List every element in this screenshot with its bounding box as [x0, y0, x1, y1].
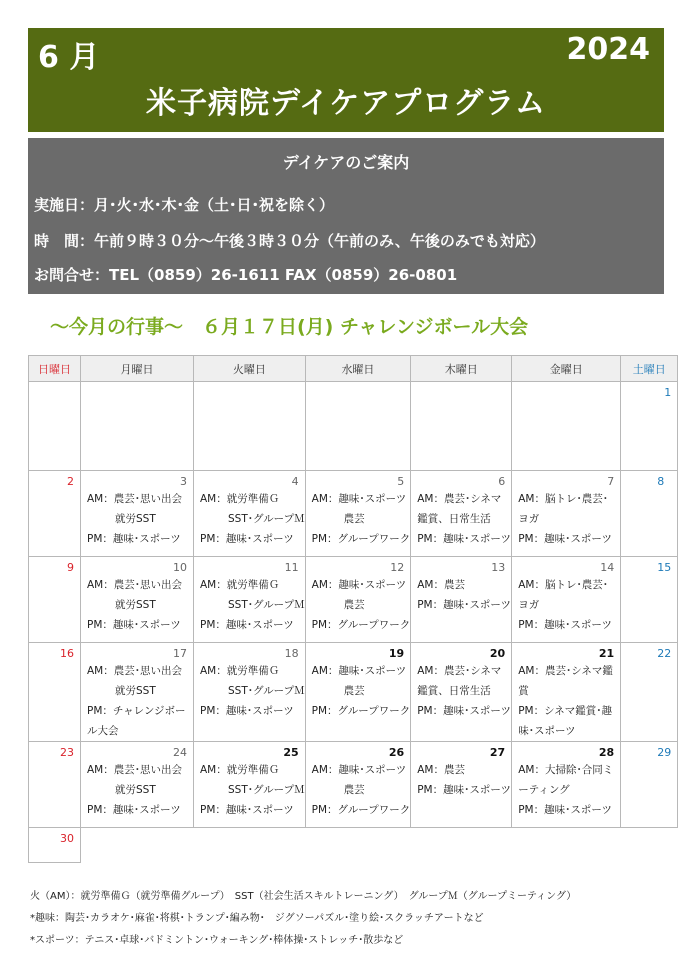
weekday-header: 土曜日: [621, 356, 678, 382]
am-activity-cont: SST･グループＭ: [228, 513, 305, 525]
am-activity: AM：農芸･思い出会: [87, 764, 182, 776]
day-number: 25: [283, 746, 299, 759]
day-cell: [194, 382, 306, 471]
weekday-header: 木曜日: [411, 356, 512, 382]
day-cell: [411, 643, 512, 742]
day-cell: [194, 643, 306, 742]
weekday-header: 火曜日: [194, 356, 306, 382]
day-cell: [621, 643, 678, 742]
day-number: 21: [598, 647, 615, 660]
pm-activity: PM：趣味･スポーツ: [518, 804, 612, 816]
am-activity: AM：趣味･スポーツ: [311, 764, 407, 776]
day-number: 5: [397, 475, 405, 488]
am-activity: AM：就労準備Ｇ: [200, 764, 280, 776]
day-cell: [411, 742, 512, 828]
am-activity: AM：脳トレ･農芸･ヨガ: [518, 579, 608, 611]
am-activity-cont: 農芸: [343, 513, 365, 525]
day-number: 17: [173, 647, 187, 660]
pm-activity: PM：趣味･スポーツ: [200, 804, 294, 816]
day-cell: [512, 382, 621, 471]
day-cell: [81, 382, 194, 471]
info-days: 実施日：月･火･水･木･金（土･日･祝を除く）: [34, 196, 335, 214]
calendar-week: [29, 382, 678, 471]
calendar-week: [29, 742, 678, 828]
day-cell: [81, 557, 194, 643]
day-cell: [411, 382, 512, 471]
day-number: 29: [657, 746, 672, 759]
program-header: [28, 28, 664, 132]
pm-activity: PM：趣味･スポーツ: [200, 533, 294, 545]
am-activity: AM：農芸･シネマ鑑賞: [518, 665, 613, 697]
am-activity: AM：趣味･スポーツ: [311, 493, 407, 505]
am-activity: AM：農芸･シネマ鑑賞、日常生活: [417, 493, 502, 525]
day-cell: [81, 471, 194, 557]
day-number: 30: [60, 832, 74, 845]
day-cell: [411, 557, 512, 643]
day-number: 9: [67, 561, 74, 574]
pm-activity: PM：趣味･スポーツ: [87, 804, 181, 816]
day-cell: [512, 742, 621, 828]
monthly-event: ～今月の行事～ ６月１７日(月) チャレンジボール大会: [50, 316, 529, 338]
weekday-header: 水曜日: [305, 356, 411, 382]
program-title: 米子病院デイケアプログラム: [146, 86, 546, 121]
day-cell: [411, 471, 512, 557]
day-number: 10: [173, 561, 187, 574]
calendar-week: [29, 828, 678, 863]
am-activity: AM：就労準備Ｇ: [200, 579, 280, 591]
day-number: 1: [664, 386, 672, 399]
day-cell: [305, 382, 411, 471]
pm-activity: PM：趣味･スポーツ: [200, 705, 294, 717]
day-number: 11: [284, 561, 299, 574]
pm-activity: PM：グループワーク: [311, 533, 411, 545]
pm-activity: PM：趣味･スポーツ: [87, 619, 181, 631]
am-activity: AM：農芸: [417, 764, 465, 776]
day-cell: [29, 382, 81, 471]
pm-activity: PM：グループワーク: [311, 804, 411, 816]
am-activity-cont: 就労SST: [115, 685, 156, 697]
day-number: 15: [657, 561, 672, 574]
pm-activity: PM：趣味･スポーツ: [518, 619, 612, 631]
day-number: 24: [173, 746, 187, 759]
day-cell: [621, 382, 678, 471]
footnote-sports: *スポーツ：テニス･卓球･バドミントン･ウォーキング･棒体操･ストレッチ･散歩など: [30, 935, 404, 946]
day-number: 8: [657, 475, 665, 488]
am-activity-cont: 農芸: [343, 599, 365, 611]
pm-activity: PM：シネマ鑑賞･趣味･スポーツ: [518, 705, 613, 737]
day-cell: [512, 643, 621, 742]
day-number: 6: [498, 475, 506, 488]
am-activity: AM：農芸･シネマ鑑賞、日常生活: [417, 665, 502, 697]
day-cell: [621, 557, 678, 643]
info-panel: [28, 138, 664, 294]
info-contact: お問合せ：TEL（0859）26-1611 FAX（0859）26-0801: [34, 266, 458, 284]
pm-activity: PM：趣味･スポーツ: [87, 533, 181, 545]
month-label: 6 月: [38, 40, 100, 75]
footnote-abbreviations: 火（AM）：就労準備Ｇ（就労準備グループ） SST（社会生活スキルトレーニング） グループＭ（グループミーティング）: [30, 891, 577, 902]
day-cell: [29, 471, 81, 557]
day-number: 22: [657, 647, 672, 660]
day-cell: [81, 742, 194, 828]
am-activity-cont: SST･グループＭ: [228, 685, 305, 697]
am-activity: AM：農芸･思い出会: [87, 579, 182, 591]
weekday-header: 日曜日: [29, 356, 81, 382]
am-activity: AM：就労準備Ｇ: [200, 493, 280, 505]
day-cell: [512, 471, 621, 557]
am-activity: AM：趣味･スポーツ: [311, 665, 407, 677]
pm-activity: PM：趣味･スポーツ: [518, 533, 612, 545]
day-cell: [81, 643, 194, 742]
footnotes: [30, 886, 576, 952]
day-cell: [621, 742, 678, 828]
am-activity: AM：農芸･思い出会: [87, 493, 182, 505]
day-cell: [621, 471, 678, 557]
day-number: 13: [491, 561, 506, 574]
am-activity-cont: SST･グループＭ: [228, 784, 305, 796]
pm-activity: PM：グループワーク: [311, 619, 411, 631]
day-cell: [29, 828, 81, 863]
am-activity-cont: 農芸: [343, 685, 365, 697]
weekday-header-row: [29, 356, 678, 382]
year-label: 2024: [566, 32, 650, 67]
day-number: 27: [489, 746, 506, 759]
day-cell: [305, 557, 411, 643]
day-number: 12: [390, 561, 405, 574]
day-number: 28: [598, 746, 615, 759]
pm-activity: PM：チャレンジボール大会: [87, 705, 186, 737]
am-activity: AM：農芸･思い出会: [87, 665, 182, 677]
weekday-header: 金曜日: [512, 356, 621, 382]
day-number: 4: [291, 475, 299, 488]
day-number: 26: [388, 746, 405, 759]
info-title: デイケアのご案内: [282, 153, 410, 172]
am-activity: AM：就労準備Ｇ: [200, 665, 280, 677]
day-cell: [305, 643, 411, 742]
day-cell: [29, 643, 81, 742]
calendar-week: [29, 557, 678, 643]
am-activity: AM：大掃除･合同ミーティング: [518, 764, 614, 796]
calendar-week: [29, 471, 678, 557]
day-cell: [194, 471, 306, 557]
footnote-hobby: *趣味：陶芸･カラオケ･麻雀･将棋･トランプ･編み物･ ジグソーパズル･塗り絵･スクラッチアートなど: [30, 913, 484, 924]
calendar-table: [28, 355, 678, 863]
day-cell: [194, 557, 306, 643]
day-number: 16: [60, 647, 74, 660]
am-activity: AM：趣味･スポーツ: [311, 579, 407, 591]
am-activity-cont: 農芸: [343, 784, 365, 796]
pm-activity: PM：趣味･スポーツ: [200, 619, 294, 631]
day-cell: [305, 471, 411, 557]
day-number: 14: [600, 561, 615, 574]
weekday-header: 月曜日: [81, 356, 194, 382]
am-activity-cont: 就労SST: [115, 599, 156, 611]
am-activity: AM：農芸: [417, 579, 465, 591]
day-cell: [29, 742, 81, 828]
pm-activity: PM：グループワーク: [311, 705, 411, 717]
pm-activity: PM：趣味･スポーツ: [417, 599, 511, 611]
day-cell: [29, 557, 81, 643]
calendar-week: [29, 643, 678, 742]
day-number: 3: [180, 475, 187, 488]
day-number: 19: [388, 647, 405, 660]
day-number: 2: [67, 475, 74, 488]
day-number: 7: [607, 475, 615, 488]
day-number: 18: [284, 647, 299, 660]
day-cell: [305, 742, 411, 828]
day-cell: [512, 557, 621, 643]
day-number: 20: [489, 647, 506, 660]
am-activity: AM：脳トレ･農芸･ヨガ: [518, 493, 608, 525]
pm-activity: PM：趣味･スポーツ: [417, 784, 511, 796]
day-number: 23: [60, 746, 74, 759]
day-cell: [194, 742, 306, 828]
pm-activity: PM：趣味･スポーツ: [417, 533, 511, 545]
am-activity-cont: SST･グループＭ: [228, 599, 305, 611]
info-hours: 時 間：午前９時３０分～午後３時３０分（午前のみ、午後のみでも対応）: [34, 232, 545, 250]
am-activity-cont: 就労SST: [115, 784, 156, 796]
am-activity-cont: 就労SST: [115, 513, 156, 525]
pm-activity: PM：趣味･スポーツ: [417, 705, 511, 717]
